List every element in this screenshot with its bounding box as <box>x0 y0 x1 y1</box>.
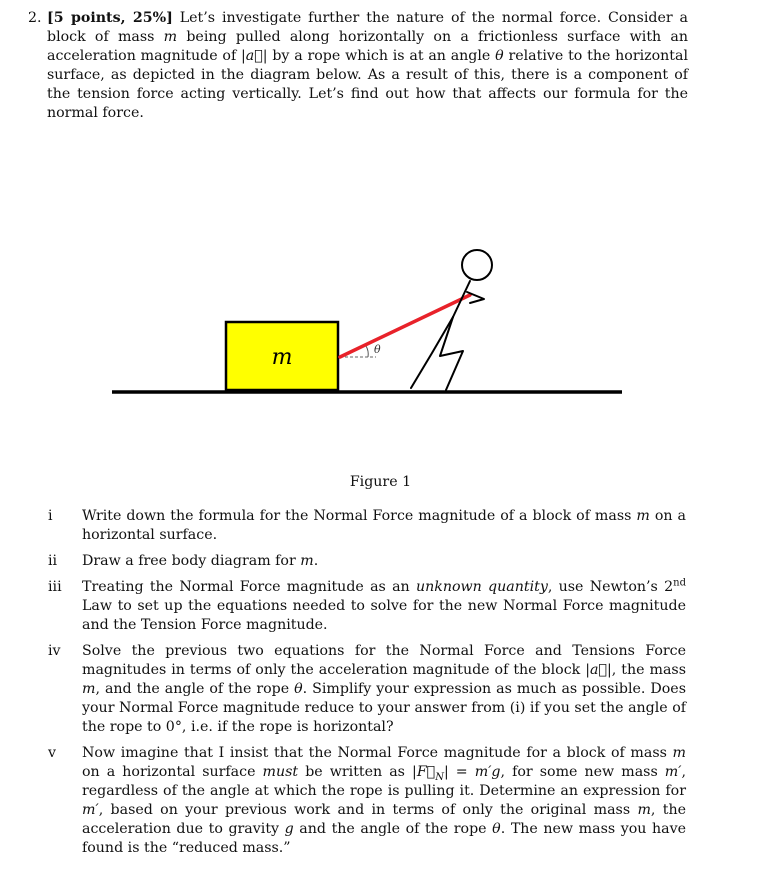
problem-number: 2. <box>28 10 42 26</box>
stick-figure-head <box>462 250 492 280</box>
stick-figure <box>411 250 492 390</box>
points-label: [5 points, 25%] <box>47 10 173 26</box>
part-numeral: ii <box>48 553 58 569</box>
figure-caption: Figure 1 <box>349 474 412 490</box>
stick-figure-hand <box>467 292 484 303</box>
part-v: v Now imagine that I insist that the Normal Force magnitude for a block of mass m on a horizontal surface must be written as $|F⃗_N| = m'g$, for some new mass m′, regardless of the angle at which the rope is pulling it. Determine an expression for m′, based on your previous work and in terms of only the original mass m, the acceleration due to gravity g and the angle of the rope θ. The new mass you have found is the “reduced mass.” <box>48 745 686 856</box>
problem-intro: [5 points, 25%] Let’s investigate further the nature of the normal force. Consider a block of mass m being pulled along horizontally on a frictionless surface with an acceleration magnitude of |a⃗| by a rope which is at an angle θ relative to the horizontal surface, as depicted in the diagram below. As a result of this, there is a component of the tension force acting vertically. Let’s find out how that affects our formula for the normal force. <box>47 10 689 121</box>
part-numeral: i <box>48 508 53 524</box>
stick-figure-back-leg <box>411 317 453 388</box>
sub-questions <box>48 507 686 865</box>
figure-1 <box>0 220 761 420</box>
part-i: i Write down the formula for the Normal Force magnitude of a block of mass m on a horizontal surface. <box>48 508 686 543</box>
diagram <box>0 220 761 420</box>
block-label: m <box>271 345 293 370</box>
stick-figure-torso <box>453 281 470 317</box>
part-iv: iv Solve the previous two equations for the Normal Force and Tensions Force magnitudes in terms of only the acceleration magnitude of the block |a⃗|, the mass m, and the angle of the rope θ. Simplify your expression as much as possible. Does your Normal Force magnitude reduce to your answer from (i) if you set the angle of the rope to 0°, i.e. if the rope is horizontal? <box>48 643 686 735</box>
problem-2 <box>28 9 688 123</box>
part-numeral: iv <box>48 643 61 659</box>
part-iii: iii Treating the Normal Force magnitude as an unknown quantity, use Newton’s 2nd Law to set up the equations needed to solve for the new Normal Force magnitude and the Tension Force magnitude. <box>48 577 686 633</box>
stick-figure-front-leg <box>440 317 463 390</box>
part-numeral: iii <box>48 579 62 595</box>
part-numeral: v <box>48 745 57 761</box>
angle-label: θ <box>374 343 381 356</box>
angle-arc <box>366 346 368 357</box>
part-ii: ii Draw a free body diagram for m. <box>48 553 319 569</box>
